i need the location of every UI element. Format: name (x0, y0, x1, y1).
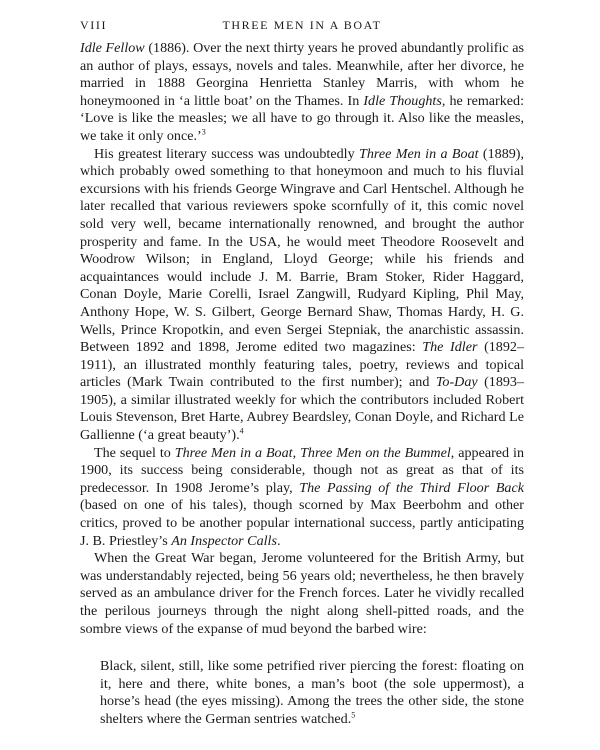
running-head (80, 18, 524, 40)
text-span: , he remarked: ‘Love is like the measles; we all have to go through it. Also like the measles, we take it only once.’ (80, 92, 524, 144)
text-span: (1886). Over the next thirty years he proved abundantly prolific as an author of plays, essays, novels and tales. Meanwhile, after her divorce, he married in 1888 Georgina Henrietta Stanley Marris, with whom he honeymooned in ‘a little boat’ on the Thames. In (80, 40, 525, 109)
page-number: VIII (80, 18, 108, 32)
italic-title: Idle Fellow (80, 40, 145, 56)
book-page (80, 18, 524, 729)
text-span: (1893–1905), a similar illustrated weekly for which the contributors included Robert Louis Stevenson, Bret Harte, Aubrey Beardsley, Conan Doyle, and Richard Le Gallienne (‘a great beauty’). (80, 374, 525, 444)
text-span: . (276, 532, 281, 549)
italic-title: Three Men on the Bummel (300, 444, 451, 461)
block-quote (100, 658, 524, 728)
text-span: , appeared in 1900, its success being considerable, though not as great as that of its predecessor. In 1908 Jerome’s play, (80, 444, 525, 496)
text-span: His greatest literary success was undoubtedly (94, 145, 359, 162)
text-span: The sequel to (94, 444, 175, 461)
footnote-marker: 4 (239, 426, 244, 436)
footnote-marker: 5 (351, 710, 356, 720)
paragraph-1 (80, 40, 524, 146)
body-text (80, 40, 524, 638)
text-span: Black, silent, still, like some petrified river piercing the forest: floating on it, here and there, white bones, a man’s boot (the sole uppermost), a horse’s head (the eyes missing). Among the trees the other side, the stone shelters where the German sentries watched. (100, 658, 524, 727)
text-span: , (292, 444, 301, 461)
text-span: (1892–1911), an illustrated monthly featuring tales, poetry, reviews and topical articles (Mark Twain contributed to the first number); and (80, 339, 524, 391)
footnote-marker: 3 (201, 127, 206, 137)
italic-title: Three Men in a Boat (174, 444, 293, 461)
italic-title: The Idler (422, 339, 478, 356)
italic-title: The Passing of the Third Floor Back (299, 479, 524, 496)
running-title: THREE MEN IN A BOAT (222, 18, 382, 32)
paragraph-3 (80, 445, 524, 551)
quote-text (100, 658, 524, 728)
text-span: (1889), which probably owed something to that honeymoon and much to his fluvial excursions with his friends George Wingrave and Carl Hentschel. Although he later recalled that various reviewers spoke scornfully of it, this comic novel sold very well, became internationally renowned, and brought the author prosperity and fame. In the USA, he would meet Theodore Roosevelt and Woodrow Wilson; in England, Lloyd George; while his friends and acquaintances would include J. M. Barrie, Bram Stoker, Rider Haggard, Conan Doyle, Marie Corelli, Israel Zangwill, Rudyard Kipling, Phil May, Anthony Hope, W. S. Gilbert, George Bernard Shaw, Thomas Hardy, H. G. Wells, Prince Kropotkin, and even Sergei Stepniak, the anarchistic assassin. Between 1892 and 1898, Jerome edited two magazines: (80, 145, 525, 356)
italic-title: An Inspector Calls (171, 532, 277, 549)
italic-title: To-Day (435, 374, 478, 391)
italic-title: Idle Thoughts (363, 92, 442, 109)
italic-title: Three Men in a Boat (359, 145, 479, 162)
text-span: (based on one of his tales), though scorned by Max Beerbohm and other critics, proved to be another popular international success, partly anticipating J. B. Priestley’s (80, 497, 524, 549)
paragraph-4: When the Great War began, Jerome volunteered for the British Army, but was understandably rejected, being 56 years old; nevertheless, he then bravely served as an ambulance driver for the French forces. Later he vividly recalled the perilous journeys through the night along shell-pitted roads, and the sombre views of the expanse of mud beyond the barbed wire: (80, 550, 524, 637)
paragraph-2 (80, 146, 524, 445)
